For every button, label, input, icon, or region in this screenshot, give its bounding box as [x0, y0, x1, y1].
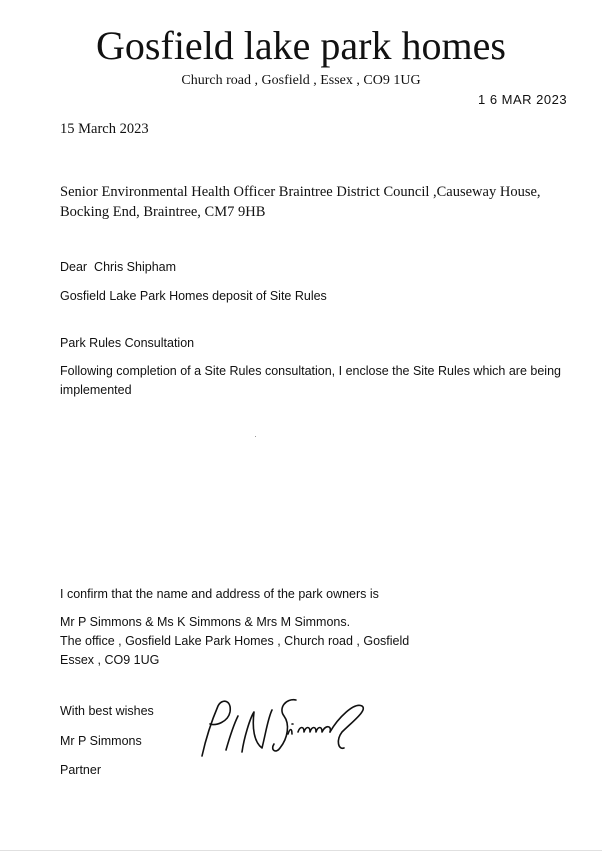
salutation: Dear Chris Shipham — [60, 260, 177, 274]
recipient-address: Senior Environmental Health Officer Braintree District Council ,Causeway House, Bocking End, Braintree, CM7 9HB — [60, 184, 541, 220]
closing: With best wishes — [60, 704, 154, 718]
owners-names: Mr P Simmons & Ms K Simmons & Mrs M Simmons. — [60, 615, 351, 629]
owners-address-line2: Essex , CO9 1UG — [60, 653, 160, 667]
body-paragraph: Following completion of a Site Rules consultation, I enclose the Site Rules which are being implemented — [60, 364, 561, 397]
section-heading: Park Rules Consultation — [60, 336, 195, 350]
scan-speck — [255, 436, 256, 437]
received-date-stamp: 1 6 MAR 2023 — [478, 92, 568, 107]
subject-line: Gosfield Lake Park Homes deposit of Site Rules — [60, 289, 327, 303]
owners-address-line1: The office , Gosfield Lake Park Homes , Church road , Gosfield — [60, 634, 410, 648]
confirmation-statement: I confirm that the name and address of the park owners is — [60, 587, 379, 601]
owners-block — [60, 613, 409, 670]
letterhead-title: Gosfield lake park homes — [96, 23, 506, 68]
signer-name: Mr P Simmons — [60, 734, 142, 748]
handwritten-signature — [192, 688, 372, 768]
page-bottom-edge — [0, 850, 602, 851]
letter-date: 15 March 2023 — [60, 121, 149, 137]
signer-role: Partner — [60, 763, 101, 777]
letterhead-address: Church road , Gosfield , Essex , CO9 1UG — [181, 73, 421, 88]
